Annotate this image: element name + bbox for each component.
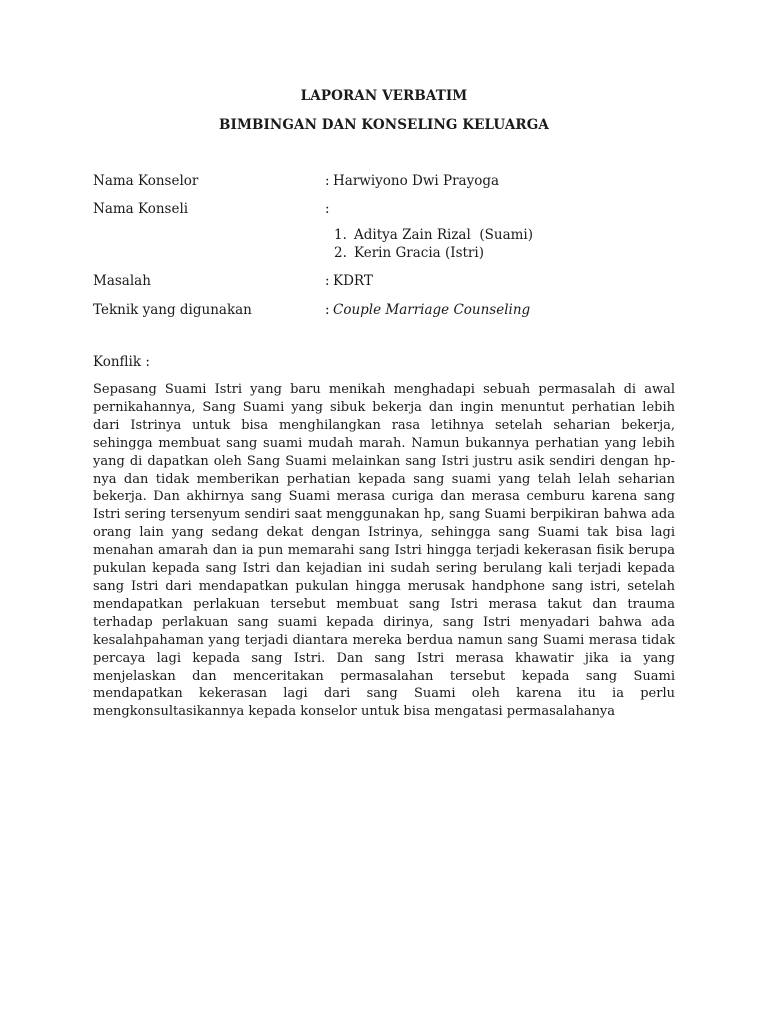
- field-masalah: [93, 272, 683, 290]
- list-text: Kerin Gracia (Istri): [354, 245, 484, 261]
- field-label: Teknik yang digunakan: [93, 302, 252, 318]
- field-value: Couple Marriage Counseling: [333, 302, 531, 318]
- field-value: KDRT: [333, 273, 373, 289]
- field-colon: :: [325, 273, 330, 289]
- list-text: Aditya Zain Rizal (Suami): [354, 227, 534, 243]
- field-colon: :: [325, 302, 330, 318]
- field-value: Harwiyono Dwi Prayoga: [333, 173, 500, 189]
- field-colon: :: [325, 201, 330, 217]
- document-subtitle: BIMBINGAN DAN KONSELING KELUARGA: [219, 117, 549, 133]
- field-label: Nama Konseli: [93, 201, 189, 217]
- document-title: LAPORAN VERBATIM: [300, 88, 468, 104]
- konseli-list: [334, 226, 533, 262]
- list-number: 2.: [334, 245, 347, 261]
- konflik-paragraph: Sepasang Suami Istri yang baru menikah menghadapi sebuah permasalah di awal pernikahannya, Sang Suami yang sibuk bekerja dan ingin menuntut perhatian lebih dari Istrinya untuk bisa menghilangkan rasa letihnya setelah seharian bekerja, sehingga membuat sang suami mudah marah. Namun bukannya perhatian yang lebih yang di dapatkan oleh Sang Suami melainkan sang Istri justru asik sendiri dengan hp-nya dan tidak memberikan perhatian kepada sang suami yang telah lelah seharian bekerja. Dan akhirnya sang Suami merasa curiga dan merasa cemburu karena sang Istri sering tersenyum sendiri saat menggunakan hp, sang Suami berpikiran bahwa ada orang lain yang sedang dekat dengan Istrinya, sehingga sang Suami tak bisa lagi menahan amarah dan ia pun memarahi sang Istri hingga terjadi kekerasan fisik berupa pukulan kepada sang Istri dan kejadian ini sudah sering berulang kali terjadi kepada sang Istri dari mendapatkan pukulan hingga merusak handphone sang istri, setelah mendapatkan perlakuan tersebut membuat sang Istri merasa takut dan trauma terhadap perlakuan sang suami kepada dirinya, sang Istri menyadari bahwa ada kesalahpahaman yang terjadi diantara mereka berdua namun sang Suami merasa tidak percaya lagi kepada sang Istri. Dan sang Istri merasa khawatir jika ia yang menjelaskan dan menceritakan permasalahan tersebut kepada sang Suami mendapatkan kekerasan lagi dari sang Suami oleh karena itu ia perlu mengkonsultasikannya kepada konselor untuk bisa mengatasi permasalahanya: [93, 382, 675, 720]
- field-colon: :: [325, 173, 330, 189]
- list-item: [334, 244, 533, 262]
- field-nama-konseli: [93, 200, 683, 218]
- field-nama-konselor: [93, 172, 683, 190]
- field-label: Masalah: [93, 273, 151, 289]
- section-heading-konflik: Konflik :: [93, 354, 150, 370]
- list-item: [334, 226, 533, 244]
- field-label: Nama Konselor: [93, 173, 199, 189]
- field-teknik: [93, 301, 683, 319]
- list-number: 1.: [334, 227, 347, 243]
